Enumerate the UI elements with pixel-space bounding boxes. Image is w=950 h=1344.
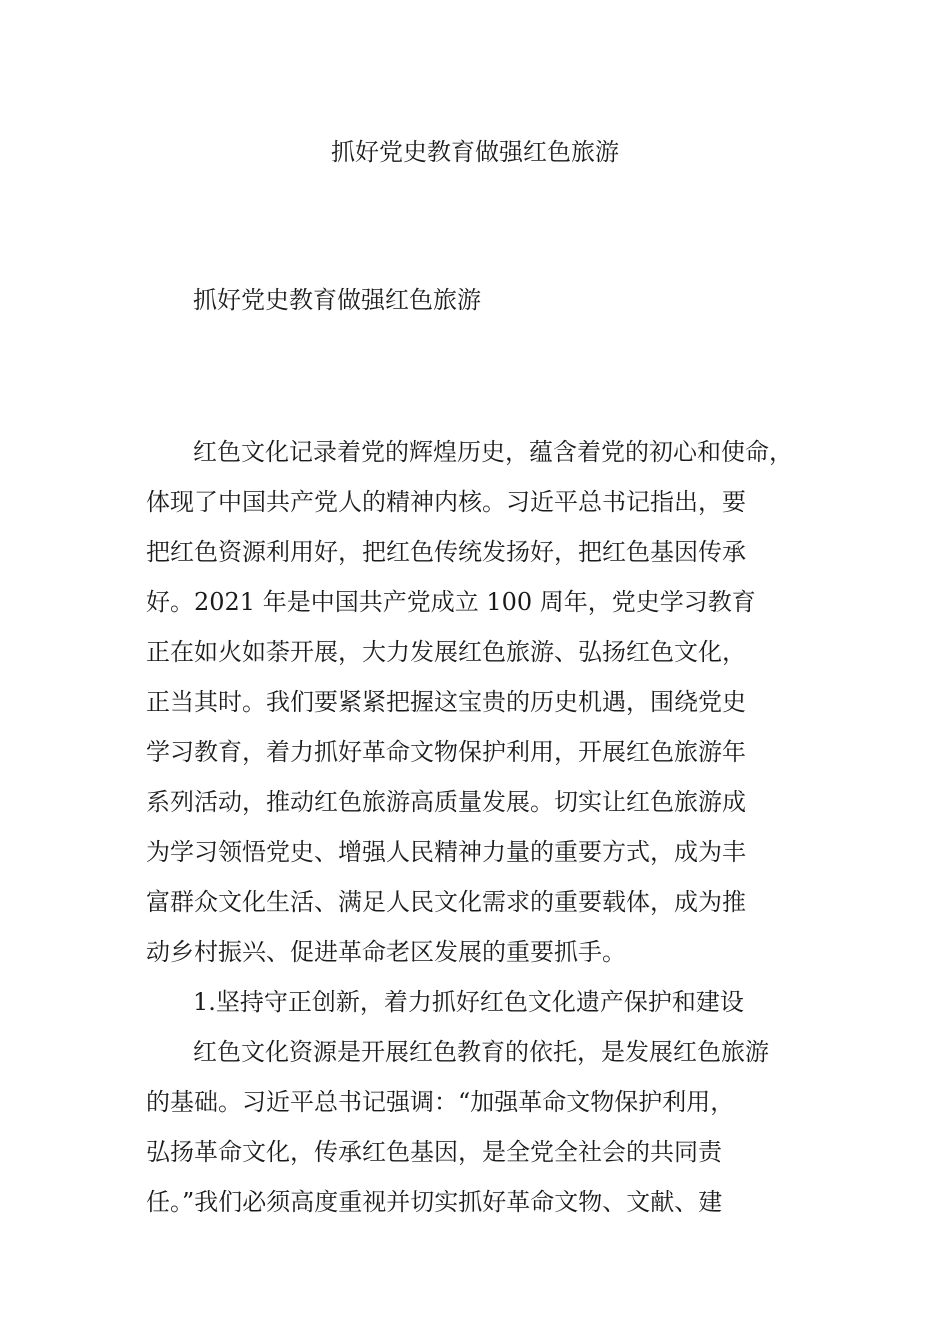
- page-title: 抓好党史教育做强红色旅游: [331, 138, 619, 166]
- section-heading: 1.坚持守正创新，着力抓好红色文化遗产保护和建设: [193, 988, 744, 1016]
- paragraph-line: 为学习领悟党史、增强人民精神力量的重要方式，成为丰: [146, 838, 746, 866]
- paragraph-line: 任。”我们必须高度重视并切实抓好革命文物、文献、建: [146, 1188, 723, 1216]
- paragraph-line: 体现了中国共产党人的精神内核。习近平总书记指出，要: [146, 488, 746, 516]
- paragraph-line: 弘扬革命文化，传承红色基因，是全党全社会的共同责: [146, 1138, 722, 1166]
- paragraph-line: 好。2021 年是中国共产党成立 100 周年，党史学习教育: [146, 588, 756, 616]
- paragraph-line: 正在如火如荼开展，大力发展红色旅游、弘扬红色文化，: [146, 638, 746, 666]
- paragraph-line: 红色文化资源是开展红色教育的依托，是发展红色旅游: [193, 1038, 769, 1066]
- paragraph-line: 把红色资源利用好，把红色传统发扬好，把红色基因传承: [146, 538, 746, 566]
- paragraph-line: 富群众文化生活、满足人民文化需求的重要载体，成为推: [146, 888, 746, 916]
- paragraph-line: 正当其时。我们要紧紧把握这宝贵的历史机遇，围绕党史: [146, 688, 746, 716]
- body-text: [146, 427, 821, 1227]
- paragraph-line: 系列活动，推动红色旅游高质量发展。切实让红色旅游成: [146, 788, 746, 816]
- paragraph-line: 学习教育，着力抓好革命文物保护利用，开展红色旅游年: [146, 738, 746, 766]
- paragraph-line: 红色文化记录着党的辉煌历史，蕴含着党的初心和使命，: [193, 438, 793, 466]
- paragraph-line: 的基础。习近平总书记强调：“加强革命文物保护利用，: [146, 1088, 735, 1116]
- paragraph-line: 动乡村振兴、促进革命老区发展的重要抓手。: [146, 938, 626, 966]
- section-subtitle: 抓好党史教育做强红色旅游: [193, 286, 481, 314]
